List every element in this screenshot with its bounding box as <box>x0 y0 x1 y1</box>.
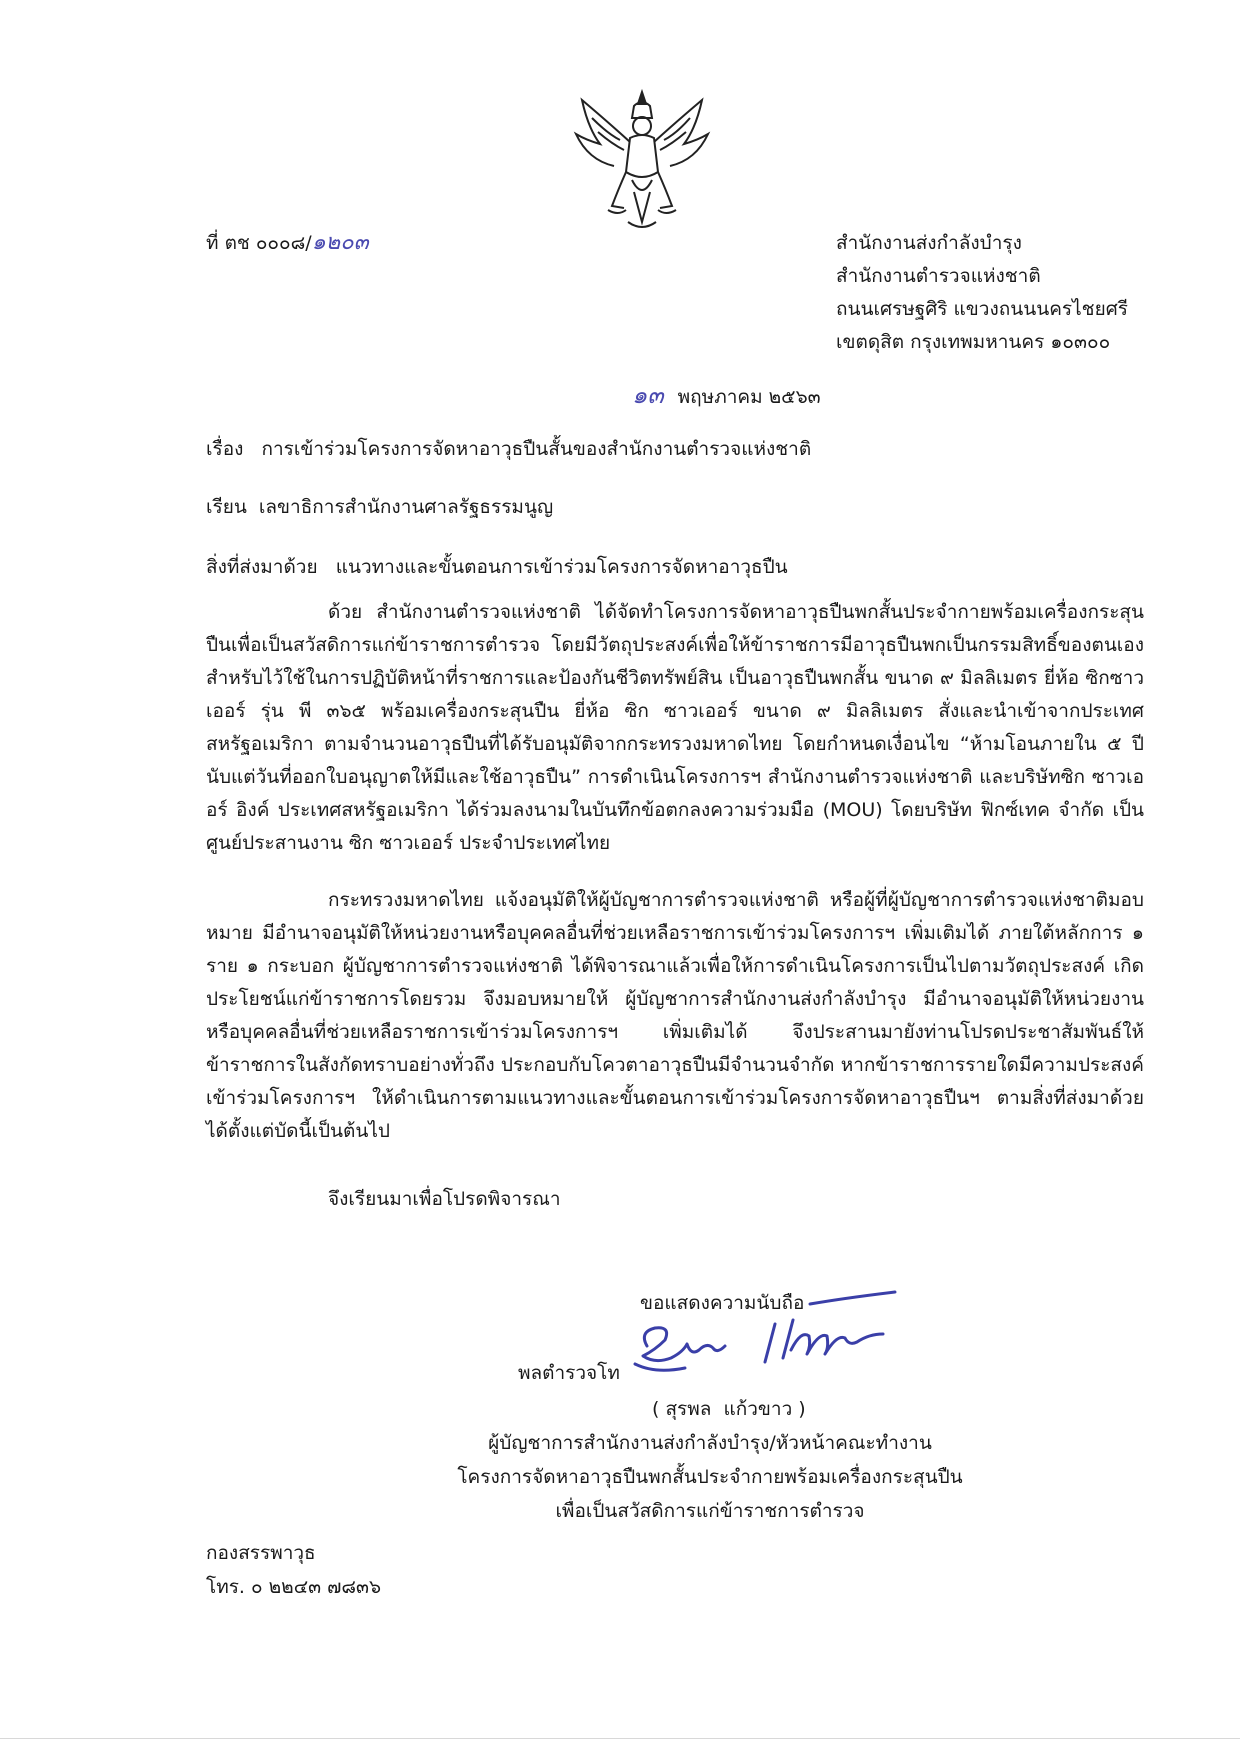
date-day-handwritten: ๑๓ <box>632 381 664 409</box>
reference-number <box>206 230 369 256</box>
address-line: เขตดุสิต กรุงเทพมหานคร ๑๐๓๐๐ <box>836 331 1111 353</box>
position-line: ผู้บัญชาการสำนักงานส่งกำลังบำรุง/หัวหน้าคณะทำงาน <box>488 1432 932 1454</box>
body-paragraph-2: กระทรวงมหาดไทย แจ้งอนุมัติให้ผู้บัญชาการตำรวจแห่งชาติ หรือผู้ที่ผู้บัญชาการตำรวจแห่งชาติมอบหมาย มีอำนาจอนุมัติให้หน่วยงานหรือบุคคลอื่นที่ช่วยเหลือราชการเข้าร่วมโครงการฯ เพิ่มเติมได้ ภายใต้หลักการ ๑ ราย ๑ กระบอก ผู้บัญชาการตำรวจแห่งชาติ ได้พิจารณาแล้วเพื่อให้การดำเนินโครงการเป็นไปตามวัตถุประสงค์ เกิดประโยชน์แก่ข้าราชการโดยรวม จึงมอบหมายให้ ผู้บัญชาการสำนักงานส่งกำลังบำรุง มีอำนาจอนุมัติให้หน่วยงานหรือบุคคลอื่นที่ช่วยเหลือราชการเข้าร่วมโครงการฯ เพิ่มเติมได้ จึงประสานมายังท่านโปรดประชาสัมพันธ์ให้ข้าราชการในสังกัดทราบอย่างทั่วถึง ประกอบกับโควตาอาวุธปืนมีจำนวนจำกัด หากข้าราชการรายใดมีความประสงค์เข้าร่วมโครงการฯ ให้ดำเนินการตามแนวทางและขั้นตอนการเข้าร่วมโครงการจัดหาอาวุธปืนฯ ตามสิ่งที่ส่งมาด้วย ได้ตั้งแต่บัดนี้เป็นต้นไป <box>206 889 1144 1142</box>
position-line: โครงการจัดหาอาวุธปืนพกสั้นประจำกายพร้อมเครื่องกระสุนปืน <box>457 1466 963 1488</box>
body-paragraph-1: ด้วย สำนักงานตำรวจแห่งชาติ ได้จัดทำโครงการจัดหาอาวุธปืนพกสั้นประจำกายพร้อมเครื่องกระสุนปืนเพื่อเป็นสวัสดิการแก่ข้าราชการตำรวจ โดยมีวัตถุประสงค์เพื่อให้ข้าราชการมีอาวุธปืนพกเป็นกรรมสิทธิ์ของตนเองสำหรับไว้ใช้ในการปฏิบัติหน้าที่ราชการและป้องกันชีวิตทรัพย์สิน เป็นอาวุธปืนพกสั้น ขนาด ๙ มิลลิเมตร ยี่ห้อ ซิกซาวเออร์ รุ่น พี ๓๖๕ พร้อมเครื่องกระสุนปืน ยี่ห้อ ซิก ซาวเออร์ ขนาด ๙ มิลลิเมตร สั่งและนำเข้าจากประเทศสหรัฐอเมริกา ตามจำนวนอาวุธปืนที่ได้รับอนุมัติจากกระทรวงมหาดไทย โดยกำหนดเงื่อนไข “ห้ามโอนภายใน ๕ ปี นับแต่วันที่ออกใบอนุญาตให้มีและใช้อาวุธปืน” การดำเนินโครงการฯ สำนักงานตำรวจแห่งชาติ และบริษัทซิก ซาวเออร์ อิงค์ ประเทศสหรัฐอเมริกา ได้ร่วมลงนามในบันทึกข้อตกลงความร่วมมือ (MOU) โดยบริษัท ฟิกซ์เทค จำกัด เป็นศูนย์ประสานงาน ซิก ซาวเออร์ ประจำประเทศไทย <box>206 601 1144 854</box>
reference-number-handwritten: ๑๒๐๓ <box>311 230 369 255</box>
address-line: สำนักงานส่งกำลังบำรุง <box>836 232 1022 254</box>
phone-number: โทร. ๐ ๒๒๔๓ ๗๘๓๖ <box>206 1576 382 1598</box>
signer-position <box>430 1430 990 1532</box>
date-month-year: พฤษภาคม ๒๕๖๓ <box>677 386 821 408</box>
position-line: เพื่อเป็นสวัสดิการแก่ข้าราชการตำรวจ <box>555 1500 865 1522</box>
regards: ขอแสดงความนับถือ <box>640 1292 805 1314</box>
address-line: ถนนเศรษฐศิริ แขวงถนนนครไชยศรี <box>836 298 1128 320</box>
handwritten-signature <box>625 1284 925 1394</box>
letter-recipient: เรียน เลขาธิการสำนักงานศาลรัฐธรรมนูญ <box>206 496 554 518</box>
letter-enclosure: สิ่งที่ส่งมาด้วย แนวทางและขั้นตอนการเข้าร่วมโครงการจัดหาอาวุธปืน <box>206 556 788 578</box>
letter-date <box>632 382 821 410</box>
reference-prefix: ที่ ตช ๐๐๐๘/ <box>206 232 312 254</box>
page-bottom-edge <box>0 1738 1240 1739</box>
signer-name: ( สุรพล แก้วขาว ) <box>652 1398 806 1420</box>
closing-statement: จึงเรียนมาเพื่อโปรดพิจารณา <box>328 1188 561 1210</box>
garuda-emblem-icon <box>568 88 716 234</box>
address-line: สำนักงานตำรวจแห่งชาติ <box>836 265 1041 287</box>
signer-rank: พลตำรวจโท <box>518 1362 620 1384</box>
letter-subject: เรื่อง การเข้าร่วมโครงการจัดหาอาวุธปืนสั้นของสำนักงานตำรวจแห่งชาติ <box>206 438 812 460</box>
department-name: กองสรรพาวุธ <box>206 1542 316 1564</box>
sender-address <box>836 230 1128 362</box>
